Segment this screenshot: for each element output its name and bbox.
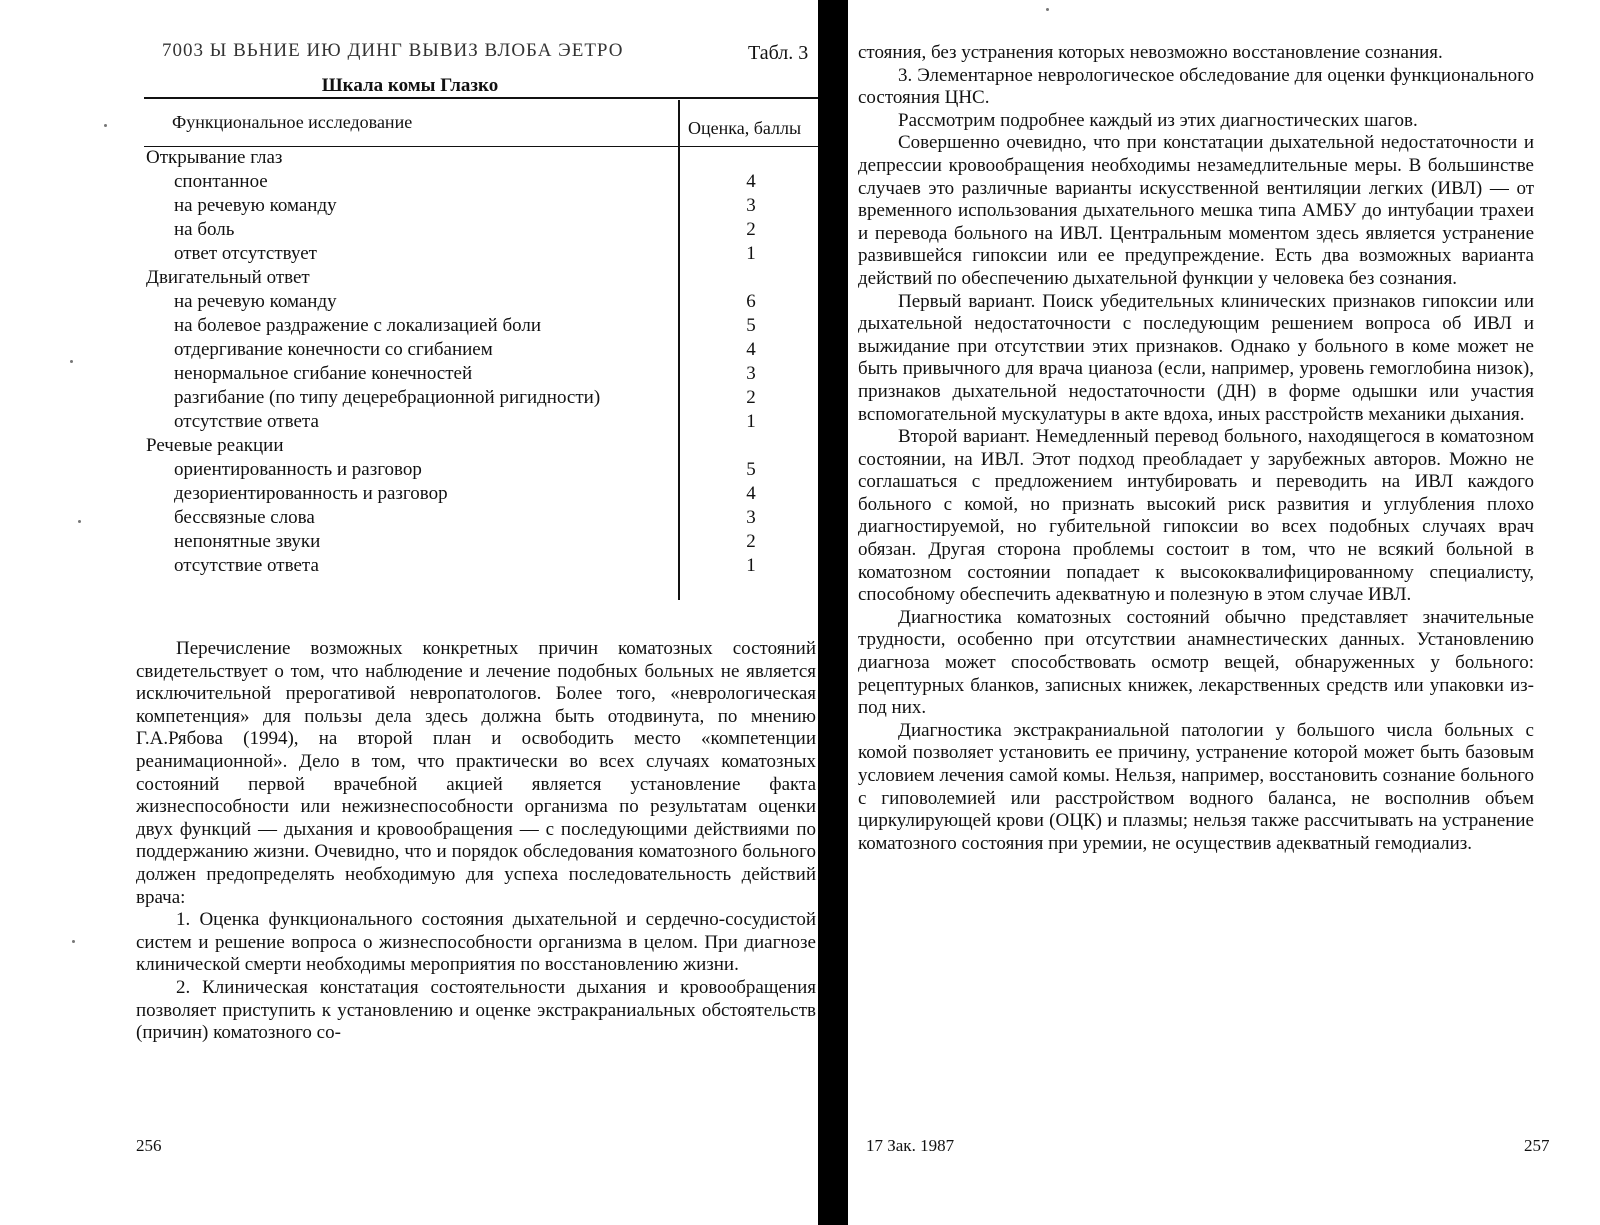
table-row xyxy=(146,338,756,362)
table-row xyxy=(146,194,756,218)
table-row xyxy=(146,218,756,242)
table-top-rule xyxy=(144,97,820,99)
paragraph: 3. Элементарное неврологическое обследование для оценки функционального состояния ЦНС. xyxy=(858,64,1534,109)
row-score: 4 xyxy=(746,171,756,192)
row-score: 1 xyxy=(746,243,756,264)
row-score: 1 xyxy=(746,411,756,432)
book-spine-shadow xyxy=(818,0,848,1225)
row-label: ориентированность и разговор xyxy=(174,459,422,480)
row-score: 3 xyxy=(746,363,756,384)
row-label: Речевые реакции xyxy=(146,435,284,456)
row-label: Открывание глаз xyxy=(146,147,283,168)
row-label: разгибание (по типу децеребрационной ригидности) xyxy=(174,387,601,408)
row-score: 3 xyxy=(746,507,756,528)
row-label: спонтанное xyxy=(174,171,268,192)
scan-speck xyxy=(72,940,75,943)
right-body-text xyxy=(858,42,1534,855)
glasgow-table-body xyxy=(146,146,756,578)
row-score: 1 xyxy=(746,555,756,576)
paragraph: Совершенно очевидно, что при констатации дыхательной недостаточности и депрессии кровообращения необходимы незамедлительные меры. В большинстве случаев это различные варианты искусственной вентиляции легких (ИВЛ) — от временного использования дыхательного мешка типа АМБУ до интубации трахеи и перевода больного на ИВЛ. Центральным моментом здесь является устранение развившейся гипоксии или ее предупреждение. Есть два возможных варианта действий по обеспечению дыхательной функции у человека без сознания. xyxy=(858,132,1534,289)
row-score: 5 xyxy=(746,459,756,480)
page-number-right: 257 xyxy=(1524,1136,1550,1155)
row-label: на речевую команду xyxy=(174,291,337,312)
table-row xyxy=(146,362,756,386)
table-row xyxy=(146,482,756,506)
column-header-score: Оценка, баллы xyxy=(688,118,802,138)
row-label: ненормальное сгибание конечностей xyxy=(174,363,473,384)
row-label: отдергивание конечности со сгибанием xyxy=(174,339,493,360)
row-score: 4 xyxy=(746,483,756,504)
row-label: отсутствие ответа xyxy=(174,555,319,576)
row-label: ответ отсутствует xyxy=(174,243,317,264)
table-label: Табл. 3 xyxy=(748,42,809,64)
paragraph: Диагностика коматозных состояний обычно представляет значительные трудности, особенно при отсутствии анамнестических данных. Установлению диагноза может способствовать осмотр вещей, обнаруженных у больного: рецептурных бланков, записных книжек, лекарственных средств или упаковки из-под них. xyxy=(858,606,1534,719)
row-score: 5 xyxy=(746,315,756,336)
row-label: на болевое раздражение с локализацией боли xyxy=(174,315,542,336)
table-row xyxy=(146,530,756,554)
paragraph: 1. Оценка функционального состояния дыхательной и сердечно-сосудистой систем и решение вопроса о жизнеспособности организма в целом. При диагнозе клинической смерти необходимы мероприятия по восстановлению жизни. xyxy=(136,909,816,976)
row-label: на речевую команду xyxy=(174,195,337,216)
table-column-divider xyxy=(678,100,680,600)
table-row xyxy=(146,266,678,290)
table-row xyxy=(146,242,756,266)
paragraph: стояния, без устранения которых невозможно восстановление сознания. xyxy=(858,42,1443,63)
table-row xyxy=(146,458,756,482)
row-score: 2 xyxy=(746,387,756,408)
table-row xyxy=(146,170,756,194)
scan-speck xyxy=(70,360,73,363)
row-score: 6 xyxy=(746,291,756,312)
table-row xyxy=(146,410,756,434)
paragraph: 2. Клиническая констатация состоятельности дыхания и кровообращения позволяет приступить к установлению и оценке экстракраниальных обстоятельств (причин) коматозного со- xyxy=(136,976,816,1044)
column-header-function: Функциональное исследование xyxy=(172,112,413,132)
scan-speck xyxy=(104,124,107,127)
paragraph: Второй вариант. Немедленный перевод больного, находящегося в коматозном состоянии, на ИВЛ. Этот подход преобладает у зарубежных авторов. Можно не соглашаться с предложением интубировать и переводить на ИВЛ каждого больного с комой, но признать высокий риск развития и углубления плохо диагностируемой, но губительной гипоксии во всех подобных случаях врач обязан. Другая сторона проблемы состоит в том, что не всякий больной в коматозном состоянии попадает к высококвалифицированному специалисту, способному обеспечить адекватную и полезную в этом случае ИВЛ. xyxy=(858,426,1534,606)
row-score: 2 xyxy=(746,219,756,240)
table-row xyxy=(146,146,678,170)
row-label: непонятные звуки xyxy=(174,531,321,552)
printer-mark: 17 Зак. 1987 xyxy=(866,1136,955,1155)
row-label: бессвязные слова xyxy=(174,507,315,528)
row-label: Двигательный ответ xyxy=(146,267,310,288)
page-number-left: 256 xyxy=(136,1136,162,1155)
paragraph: Первый вариант. Поиск убедительных клинических признаков гипоксии или дыхательной недостаточности с последующим решением вопроса об ИВЛ и выжидание при отсутствии этих признаков. Однако у больного в коме может не быть привычного для врача цианоза (если, например, уровень гемоглобина низок), признаков дыхательной недостаточности (ДН) в форме одышки или участия вспомогательной мускулатуры в акте вдоха, иных расстройств механики дыхания. xyxy=(858,290,1534,425)
table-row xyxy=(146,554,756,578)
table-row xyxy=(146,314,756,338)
row-label: дезориентированность и разговор xyxy=(174,483,448,504)
row-label: отсутствие ответа xyxy=(174,411,319,432)
row-score: 4 xyxy=(746,339,756,360)
table-row xyxy=(146,434,678,458)
left-body-text xyxy=(136,638,816,1045)
row-score: 3 xyxy=(746,195,756,216)
table-row xyxy=(146,386,756,410)
table-row xyxy=(146,506,756,530)
paragraph: Рассмотрим подробнее каждый из этих диагностических шагов. xyxy=(898,109,1418,131)
header-garbled-text: 7003 Ы ВЬНИЕ ИЮ ДИНГ ВЫВИЗ ВЛОБА ЭЕТРО xyxy=(162,40,624,61)
table-row xyxy=(146,290,756,314)
scan-speck xyxy=(78,520,81,523)
table-title: Шкала комы Глазко xyxy=(321,75,499,96)
row-label: на боль xyxy=(174,219,235,240)
paragraph: Перечисление возможных конкретных причин коматозных состояний свидетельствует о том, что наблюдение и лечение подобных больных не является исключительной прерогативой невропатологов. Более того, «неврологическая компетенция» для пользы дела здесь должна быть отодвинута, по мнению Г.А.Рябова (1994), на второй план и освободить место «компетенции реанимационной». Дело в том, что практически во всех случаях коматозных состояний первой врачебной акцией является установление факта жизнеспособности или нежизнеспособности организма по результатам оценки двух функций — дыхания и кровообращения — с последующими действиями по поддержанию жизни. Очевидно, что и порядок обследования коматозного больного должен предопределять необходимую для успеха последовательность действий врача: xyxy=(136,638,816,908)
row-score: 2 xyxy=(746,531,756,552)
paragraph: Диагностика экстракраниальной патологии у большого числа больных с комой позволяет установить ее причину, устранение которой может быть базовым условием лечения самой комы. Нельзя, например, восстановить сознание больного с гиповолемией или расстройством водного баланса, не восполнив объем циркулирующей крови (ОЦК) и плазмы; нельзя также рассчитывать на устранение коматозного состояния при уремии, не осуществив адекватный гемодиализ. xyxy=(858,719,1534,854)
scan-speck xyxy=(1046,8,1049,11)
